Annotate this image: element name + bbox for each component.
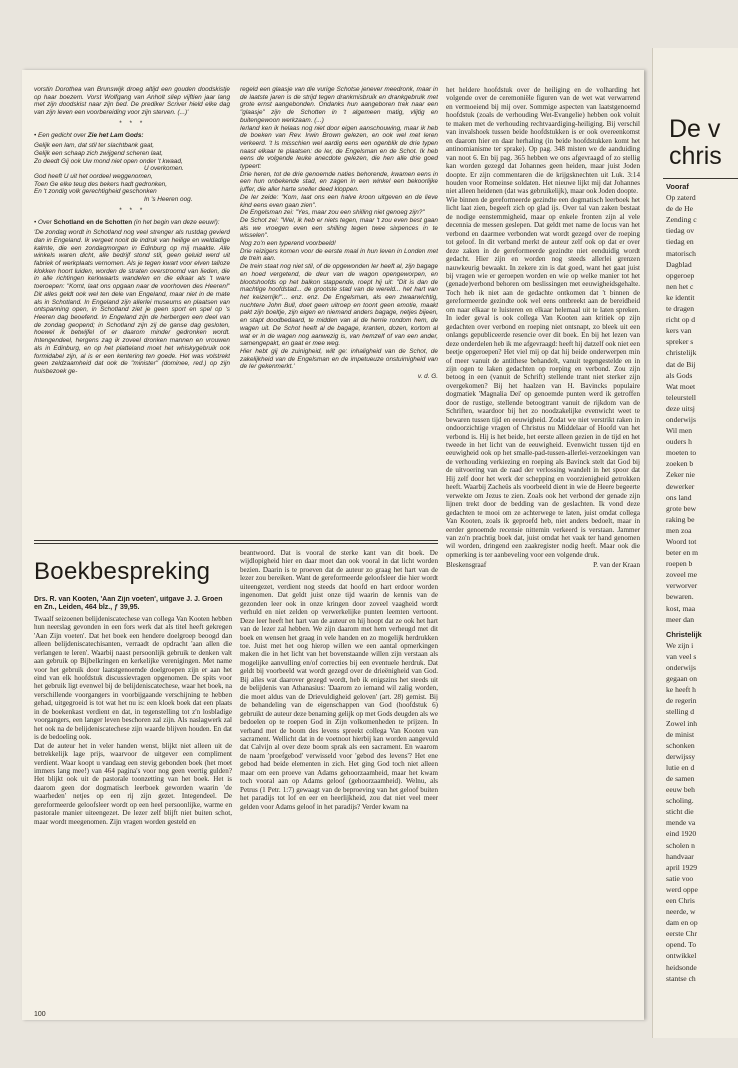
text-line: Wil men <box>666 426 693 436</box>
title-line: chris <box>669 142 722 170</box>
separator-stars: * * * <box>118 119 145 127</box>
text-line: Zending c <box>666 215 697 225</box>
text-line: zoveel me <box>666 570 697 580</box>
text-line: ke identit <box>666 292 695 302</box>
text-line: teleurstell <box>666 392 696 402</box>
right-page <box>652 48 738 1038</box>
review-text: beantwoord. Dat is vooral de sterke kant van dit boek. De wijdlopigheid hier en daar moet dan ook vooral in dat licht worden bezien. Daarin is te proeven dat de auteur zo graag het hart van de lezer zou bereiken. Want de gereformeerde geloofsleer die hier wordt uiteengezet, verdient nog steeds dat hoofd en hart erdoor worden ingenomen. Dat geldt juist onze tijd waarin de kennis van de gezonden leer ook in onze kringen door zoveel vaagheid wordt verhuld en niet zelden op verwerkelijke punten leemten vertoont. Deze leer heeft het hart van de auteur en hij hoopt dat ze ook het hart van de lezer zal hebben. We zijn daarom met hem verheugd met dit boek en wensen het graag in vele handen en zo mogelijk herdrukken toe. Juist met het oog hierop willen we een aantal opmerkingen maken die in het licht van het bovenstaande willen zijn verstaan als mogelijke aanvulling en/of correcties bij een eventuele herdruk. Dat geldt bij voorbeeld wat wordt gezegd over de drieënigheid van God. Bij alles wat daarover gezegd wordt, heb ik enigszins het steeds uit de belijdenis van Athanasius: 'Daarom zo iemand wil zalig worden, die moet aldus van de Drievuldigheid geloven' (art. 28) gemist. Bij de behandeling van de eigenschappen van God (hoofdstuk 6) gebruikt de auteur deze benaming gelijk op met Gods deugden als we bedoelen op te roepen God in Zijn volkomenheden te prijzen. In verband met de boom des levens spreekt collega Van Kooten van sacrament. Wellicht dat in de voetnoot hierbij kan worden aangevuld dat Calvijn al over deze boom sprak als een sacrament. En waarom de naam 'proefgebod' verwisseld voor 'gebod des levens'? Het ene gebod had beide elementen in zich. Het ging God toch niet alleen maar om een proeve van Adams gehoorzaamheid, maar het kwam toch vooral aan op Adams geloof (gehoorzaamheid). Welnu, als Petrus (1 Petr. 1:7) gewaagt van de beproeving van het geloof buiten het paradijs tot lof en eer en heerlijkheid, zou dat niet veel meer gelden voor Adams geloof in het paradijs? Verder kwam na <box>240 549 438 811</box>
separator-stars: * * * <box>118 206 145 214</box>
text-line: stantse ch <box>666 973 696 983</box>
item-poem-heading <box>34 132 230 140</box>
text-line: ouders h <box>666 437 692 447</box>
signature-place: Bleskensgraaf <box>446 561 487 570</box>
column-1 <box>34 86 230 534</box>
text-line: ontwikkel <box>666 951 697 961</box>
text-line: eind 1920 <box>666 829 697 839</box>
text-line: heidsonde <box>666 962 697 972</box>
text-line: de regerin <box>666 696 697 706</box>
review-column-b <box>240 549 438 1006</box>
text-line: kost, maa <box>666 603 696 613</box>
title-rule <box>663 178 738 179</box>
text-line: zoeken b <box>666 459 694 469</box>
text-line: nen het c <box>666 281 694 291</box>
text-line: satie voo <box>666 873 694 883</box>
text-line: april 1929 <box>666 862 698 872</box>
text-line: moeten to <box>666 448 697 458</box>
item-prefix: • Over <box>34 218 52 226</box>
item-suffix: (in het begin van deze eeuw!): <box>133 218 220 226</box>
book-bibliography: Drs. R. van Kooten, 'Aan Zijn voeten', uitgave J. J. Groen en Zn., Leiden, 464 blz., ƒ 39,95. <box>34 596 223 612</box>
text-line: Wat moet <box>666 381 696 391</box>
text-line: bewaren. <box>666 592 694 602</box>
review-text: Twaalf seizoenen belijdeniscatechese van collega Van Kooten hebben hun neerslag gevonden in een fors werk dat als titel heeft gekregen 'Aan Zijn voeten'. Dat het boek een hendere doelgroep beoogd dan alleen belijdeniscatechisanten, verraadt de opdracht 'aan allen die verlangen te leren'. Waarbij naast persoonlijk gebruik te denken valt aan gebruik op Bijbelkringen en kerkelijke verenigingen. Met name voor het gebruik door laatstgenoemde doelgroepen zijn er aan het eind van elk hoofdstuk discussievragen opgenomen. De spits voor het gebruik ligt evenwel bij de belijdeniscatechese, waar het boek, na verschillende voorgangers in voorbijgaande verschijning te hebben gehad, uitgegroeid is tot wat het nu is: een kloek boek dat een plaats in de boekenkast verdient en dat, in tegenstelling tot z'n losbladige voorgangers, een langer leven beschoren zal zijn. Als naslagwerk zal het ook na de belijdeniscatechese zijn waarde blijven houden. En dat is de bedoeling ook. Dat de auteur het in veler handen wenst, blijkt niet alleen uit de betrekkelijk lage prijs, waarvoor de uitgever een compliment verdient. Waar koopt u vandaag een stevig gebonden boek (het moet immers lang mee!) van 464 pagina's voor nog geen veertig gulden? Het blijkt ook uit de pastorale toonzetting van het boek. Het is daarom geen dor dogmatisch leerboek geworden waarin 'de waarheden' netjes op een rij zijn gezet. Integendeel. De gereformeerde geloofsleer wordt op een heel persoonlijke, warme en pastorale manier uiteengezet. De lezer zelf blijft niet buiten schot, maar wordt meegenomen. Zijn vragen worden gesteld en <box>34 614 232 826</box>
item-title: Zie het Lam Gods: <box>87 131 144 139</box>
text-line: christelijk <box>666 348 697 358</box>
poem <box>34 142 230 204</box>
text-line: lutie en d <box>666 762 695 772</box>
section-divider <box>34 540 438 541</box>
text-line: opend. To <box>666 940 697 950</box>
text-line: grote bew <box>666 503 697 513</box>
text-line: gegaan on <box>666 674 697 684</box>
section-title: Christelijk <box>666 629 702 639</box>
text-line: Zeker nie <box>666 470 695 480</box>
anecdote-text: regeld een glaasje van die vurige Schotse jenever meedronk, maar in de laatste jaren is de strijd tegen drankmisbruik en drankgebruik met grote ernst aangebonden. Ondanks hun aangeboren trek naar een "glaasje" zijn de Schotten in 't algemeen matig, vlijtig en buitengewoon werkzaam. (...) Ierland ken ik helaas nog niet door eigen aanschouwing, maar ik heb de boeken van Rev. Irwin Brown gelezen, en ook wel met leren verkeerd. 't Is misschien wel aardig eens een ogenblik de drie typen naast elkaar te plaatsen: de Ier, de Engelsman en de Schot. Ik heb eens de volgende leuke anecdote gelezen, die hen alle drie goed typeert: Drie heren, tot de drie genoemde naties behorende, kwamen eens in een hun onbekende stad, en zagen in een winkel een bekoorlijke juffer, die aller harte sneller deed kloppen. De Ier zeide: "Kom, laat ons een halve kroon uitgeven en de lieve kind eens even gaan zien". De Engelsman zei: "Yes, maar zou een shilling niet genoeg zijn?" De Schot zei: "Wel, ik heb er niets tegen, maar 't zou even best gaan als we vroegen even een shilling tegen twee sixpences in te wisselen". Nog zo'n een typerend voorbeeld! Drie reizigers komen voor de eerste maal in hun leven in Londen met de trein aan. De trein staat nog niet stil, of de opgewonden Ier heeft al, zijn bagage en hoed vergetend, de deur van de wagon opengeworpen, en blootshoofds op het balkon stappende, roept hij uit: "Dit is dan de machtige hoofdstad... de grootste stad van de wereld... het hart van het keizerrijk!"... enz. enz. De Engelsman, als een zwaarwichtig, nuchtere John Bull, doet geen uitroep en toont geen emotie, maakt pakt zijn boeltje, zijn eigen en niemand anders bagage, netjes bijeen, en stapt doodbedaard, te midden van al de herrie rondom hem, de wagen uit. De Schot heeft al de bagage, kranten, dozen, kortom al wat er in de wagen nog aanwezig is, van hemzelf of van een ander, samengepakt, en gaat er mee weg. Hier hebt gij de zuinigheid, wilt ge: inhaligheid van de Schot, de zakelijkheid van de Engelsman en de impetueuze onstuimigheid van de Ier gekenmerkt.' <box>240 86 438 371</box>
text-line: sticht die <box>666 807 694 817</box>
text-line: de minist <box>666 729 695 739</box>
poem-line: Zo deedt Gij ook Uw mond niet open onder 't kwaad, <box>34 157 183 165</box>
poem-line: Gelijk een lam, dat stil ter slachtbank gaat, <box>34 142 155 150</box>
text-line: richt op d <box>666 315 696 325</box>
title-line: De v <box>669 115 721 143</box>
text-line: werd oppe <box>666 884 698 894</box>
text-line: de samen <box>666 773 695 783</box>
poem-line: In 's Heeren oog. <box>144 196 193 204</box>
text-line: onderwijs <box>666 414 696 424</box>
text-line: raking be <box>666 514 695 524</box>
poem-line: God heeft U uit het oordeel weggenomen, <box>34 173 153 181</box>
text-line: scholing. <box>666 796 694 806</box>
signature-name: P. van der Kraan <box>593 561 640 570</box>
text-line: deze uitsj <box>666 403 695 413</box>
text-line: men zoa <box>666 525 692 535</box>
text-line: scholen n <box>666 840 695 850</box>
text-line: Op zaterd <box>666 193 696 203</box>
text-line: dam en op <box>666 918 698 928</box>
text-line: mende va <box>666 818 696 828</box>
text-line: neerde, w <box>666 907 696 917</box>
column-2 <box>240 86 438 534</box>
text-line: meer dan <box>666 614 695 624</box>
text-line: onderwijs <box>666 663 696 673</box>
column-3 <box>446 86 640 1008</box>
poem-line: En 't zondig volk gerechtigheid geschonken <box>34 188 157 196</box>
text-line: van veel s <box>666 651 697 661</box>
text-line: tiedag ov <box>666 226 695 236</box>
page-number: 100 <box>34 1011 46 1018</box>
poem-line: Gelijk een schaap zich zwijgend scheren laat, <box>34 149 163 157</box>
text-line: een Chris <box>666 896 695 905</box>
signature: v. d. G. <box>417 373 438 381</box>
item-title: Schotland en de Schotten <box>53 218 133 226</box>
text-line: derwijssy <box>666 751 696 761</box>
text-line: We zijn i <box>666 640 694 650</box>
item-prefix: • Een gedicht over <box>34 131 86 139</box>
text-line: tiedag en <box>666 237 694 247</box>
text-line: ons land <box>666 492 692 502</box>
item-scotland-heading <box>34 219 230 227</box>
scotland-text: 'De zondag wordt in Schotland nog veel strenger als rustdag gevierd dan in Engeland. Ik vergeet nooit de indruk van heilige en weldadige kalmte, die een zondagmorgen in Edinburg op mij maakte. Alle winkels waren dicht, alle bedrijf stond stil, geen geluid werd uit fabriek of werkplaats vernomen. Als je tegen kwart voor elven talloze klokken hoort luiden, worden de straten overstroomd van lieden, die in alle richtingen kerkwaarts wandelen en die elkaar als 't ware toeroepen: "Komt, laat ons opgaan naar de voorhoven des Heeren!" Dit alles geldt ook wel ten dele van Engeland, maar niet in de mate als in Schotland. In Engeland zijn allerlei museums en plaatsen van ontspanning open, in Schotland ziet je geen sport en spel op 's Heeren dag beoefend. In Engeland zijn de herbergen een deel van de zondag geopend; in Schotland zijn zij de ganse dag gesloten, hoewel ik betwijfel of er daarom minder gedronken wordt. Intengendeel, hergens zag ik zoveel dronken mannen en vrouwen als in Edinburg, en op het platteland moet het whiskygebruik ook formidabel zijn, al is er een kentering ten goede. Het was volstrekt geen zeldzaamheid dat ook de "minister" (dominee, red.) op zijn huisbezoek ge- <box>34 229 230 375</box>
review-heading: Boekbespreking <box>34 558 211 585</box>
text-line: matorisch <box>666 248 696 258</box>
review-column-a <box>34 596 232 1006</box>
text-line: eeuw beh <box>666 785 695 795</box>
text-line: stelling d <box>666 707 695 717</box>
text-line: roepen b <box>666 559 693 569</box>
text-line: eerste Chr <box>666 929 697 939</box>
article-title <box>669 116 738 170</box>
section-divider-thin <box>34 543 438 544</box>
section-body <box>666 192 738 625</box>
text-line: te dragen <box>666 304 695 314</box>
text-line: ke heeft h <box>666 685 696 695</box>
text-line: Dagblad <box>666 259 692 269</box>
text-line: Woord tot <box>666 537 697 546</box>
text-line: opgeroep <box>666 270 695 280</box>
text-line: als Gods <box>666 370 693 380</box>
right-page-column <box>666 181 738 984</box>
text-line: de de He <box>666 204 693 214</box>
text-line: Zowel inh <box>666 718 698 728</box>
text-line: dat de Bij <box>666 359 696 369</box>
text-line: verworver <box>666 581 698 591</box>
poem-line: Toen Ge elke teug des bekers hadt gedronken, <box>34 180 167 188</box>
poem-line: U overkomen. <box>144 165 184 173</box>
text-line: dewerker <box>666 481 695 491</box>
review-signature <box>446 561 640 569</box>
text-line: schonken <box>666 740 695 750</box>
text-line: handvaar <box>666 851 694 861</box>
section-title: Vooraf <box>666 182 689 191</box>
text-line: beter en m <box>666 548 699 558</box>
text-line: kers van <box>666 326 692 336</box>
text-line: spreker s <box>666 337 694 347</box>
section-body <box>666 640 738 984</box>
review-text: het heldere hoofdstuk over de heiliging en de volharding het volgende over de ceremoniële figuren van de wet wat verwarrend en vermoeiend bij mij over. Sommige aspecten van laatstgenoemd hoofdstuk (zoals de verhouding Wet-Evangelie) hebben ook voluit te maken met de verhouding rechtvaardiging-heiliging. Bij verschil van invalshoek tussen beide hoofdstukken is er ook overeenkomst en daarom hier en daar herhaling (in beide hoofdstukken komt het antinomianisme ter sprake). Op pag. 348 misten we de aanduiding van noot 6. En bij pag. 365 hebben we ons afgevraagd of zo stellig kan worden gezegd dat Johannes geen heiden, maar juist Joden doopte. Er zijn commentaren die de krijgsknechten uit Luk. 3:14 houden voor Romeinse soldaten. Het nieuwe lijkt mij dat Johannes niet alleen heidenen (dat was gebruikelijk), maar ook Joden doopte. Wie binnen de gereformeerde gezindte een dogmatisch leerboek het licht laat zien, begeeft zich op glad ijs. Over tal van zaken bestaat de nodige eenstemmigheid, maar op enkele fronten zijn al vele decennia de messen geslepen. Dat geldt met name de locus van het verbond en daarmee verbonden wat wordt gezegd over de roeping tot geloof. In dit verband merkt de auteur zelf ook op dat er over deze zaken in de gereformeerde gezindte niet eenduidig wordt gedacht. Hier zijn en worden nog steeds allerlei grenzen nauwkeurig bewaakt. In zekere zin is dat goed, want het gaat juist bij vragen wie er geroepen worden en wie op welke manier tot het (genade)verbond behoren om beslissingen met eeuwigheidsgehalte. Toch heb ik niet aan de gedachte ontkomen dat 't binnen de gereformeerde gezindte ook wel eens ontbreekt aan de bereidheid om naar elkaar te luisteren en elkaar helemaal uit te laten spreken. In ieder geval is ook collega Van Kooten aan kritiek op zijn gedachten over verbond en roeping niet ontsnapt, zo bleek uit een onlangs gepubliceerde resencie over dit boek. En bij het lezen van deze onderdelen heb ik me afgevraagd: heeft hij datzelf ook niet een beetje opgeroepen? Het viel mij op dat hij beide onderwerpen min of meer vanuit de antithese behandelt, vanuit tegengestelde en in zijn ogen te laken gedachten op roeping en verbond. Zou zijn betoog in een (vanuit de Schrift) stellende trant niet sterker zijn overgekomen? Bij het haalzen van H. Bavincks populaire dogmatiek 'Magnalia Dei' op genoemde punten werd ik getroffen door de rustige, stellende betoogtrant vanuit de rijkdom van de Schriften, waardoor bij het zo noodzakelijke evenwicht weet te bewaren tussen tijd en eeuwigheid. Zodat we niet verstrikt raken in ondoorzichtige vragen of Christus nu Middelaar of Hoofd van het verbond is. Hij is het beide, het eerste alleen gezien in de tijd en het tweede in het licht van de eeuwigheid. Evenwicht tussen tijd en eeuwigheid ook op het smalle-pad-tussen-allerlei-verzoekingen van de verhouding verkiezing en roeping als Bavinck stelt dat God bij de uitvoering van de raad der verlossing wandelt in het spoor dat Hij zelf door het werk der schepping en voorzienigheid getrokken heeft. Waarbij Zacheüs als voorbeeld dient in wie de Heere begeerte verwekte om Jezus te zien. Zoals ook het verbond der genade zijn lijnen trekt door de bedding van de geslachten. Ik vond deze gedachten te mooi om ze achterwege te laten, juist omdat collega Van Kooten, zoals ik geproefd heb, niet anders bedoelt, maar in eerder genoemde recensie nittemin verkeerd is verstaan. Jammer van zo'n prachtig boek dat, juist omdat het vaak ter hand genomen wil worden, dringend een zaakregister nodig heeft. Maar ook die opmerking is ter aanbeveling voor een volgende druk. <box>446 86 640 559</box>
intro-paragraph: vorstin Dorothea van Brunswijk droeg altijd een gouden doodskistje op haar boezem. Vorst Wolfgang van Anholt sliep vijftien jaar lang met zijn doodskist naar zijn bed. De prediker Scriver hield elke dag van zijn leven een voorbereiding voor zijn sterven. (...)' <box>34 86 230 117</box>
